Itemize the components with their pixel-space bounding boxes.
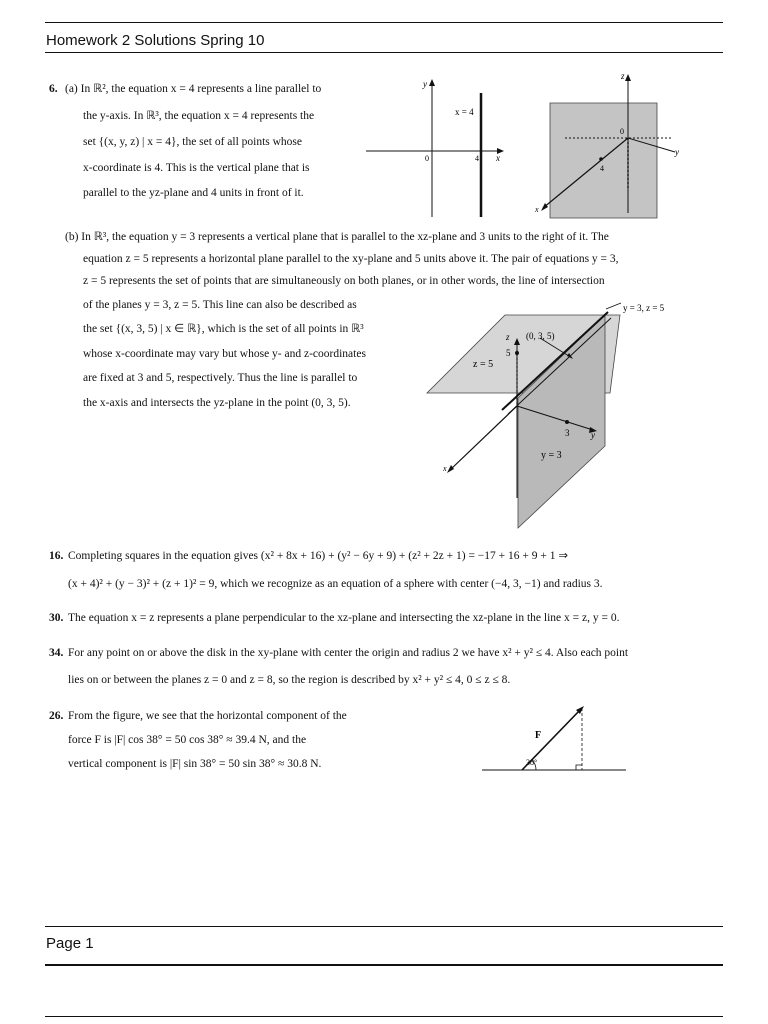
problem-6b-line: equation z = 5 represents a horizontal plane parallel to the xy-plane and 5 units above it. The pair of equations y = 3,: [83, 253, 619, 265]
problem-6b-line: the set {(x, 3, 5) | x ∈ ℝ}, which is the set of all points in ℝ³: [83, 323, 364, 335]
footer-top-rule: [45, 926, 723, 927]
z-axis-label: z: [506, 332, 510, 342]
angle-label: 38°: [526, 758, 538, 767]
z-axis-label: z: [621, 71, 625, 81]
tick-label: 4: [600, 164, 604, 173]
y-axis-label: y: [423, 79, 427, 89]
problem-6a-line: the y-axis. In ℝ³, the equation x = 4 represents the: [83, 110, 315, 122]
problem-6b-line: of the planes y = 3, z = 5. This line can also be described as: [83, 299, 357, 311]
z-tick-label: 5: [506, 348, 511, 358]
problem-6a-line: x-coordinate is 4. This is the vertical plane that is: [83, 162, 310, 174]
plane-y-label: y = 3: [541, 450, 562, 461]
tick-label: 4: [475, 154, 479, 163]
origin-label: 0: [620, 127, 624, 136]
problem-16-line: Completing squares in the equation gives (x² + 8x + 16) + (y² − 6y + 9) + (z² + 2z + 1) = −17 + 16 + 9 + 1 ⇒: [68, 550, 569, 562]
problem-6b-line: whose x-coordinate may vary but whose y- and z-coordinates: [83, 348, 366, 360]
problem-34-line: For any point on or above the disk in the xy-plane with center the origin and radius 2 we have x² + y² ≤ 4. Also each point: [68, 647, 629, 659]
problem-34-number: 34.: [49, 647, 64, 659]
problem-30-number: 30.: [49, 612, 64, 624]
problem-16-number: 16.: [49, 550, 64, 562]
problem-16-line: (x + 4)² + (y − 3)² + (z + 1)² = 9, which we recognize as an equation of a sphere with center (−4, 3, −1) and radius 3.: [68, 578, 603, 590]
problem-6-number: 6.: [49, 83, 58, 95]
x-axis-label: x: [443, 464, 447, 473]
header-rule: [45, 52, 723, 53]
figure-planes-intersection: [405, 298, 695, 533]
problem-26-number: 26.: [49, 710, 64, 722]
problem-26-line: force F is |F| cos 38° = 50 cos 38° ≈ 39.4 N, and the: [68, 734, 307, 746]
problem-6b-line: are fixed at 3 and 5, respectively. Thus the line is parallel to: [83, 372, 358, 384]
problem-30-line: The equation x = z represents a plane perpendicular to the xz-plane and intersecting the xz-plane in the line x = z, y = 0.: [68, 612, 620, 624]
figure-force-components: [480, 702, 630, 777]
top-rule: [45, 22, 723, 23]
bottom-rule: [45, 1016, 723, 1017]
line-label: x = 4: [455, 107, 474, 117]
line-label: y = 3, z = 5: [623, 303, 665, 313]
x-axis-label: x: [535, 205, 539, 214]
y-axis-label: y: [591, 430, 595, 440]
y-axis-label: y: [675, 147, 679, 157]
x-axis-label: x: [496, 153, 500, 163]
problem-6a-line: parallel to the yz-plane and 4 units in front of it.: [83, 187, 304, 199]
page-number: Page 1: [46, 935, 94, 952]
footer-rule: [45, 964, 723, 966]
figure-plane-x4: [535, 70, 695, 220]
problem-6b-line: z = 5 represents the set of points that are simultaneously on both planes, or in other words, the line of intersection: [83, 275, 605, 287]
problem-26-line: From the figure, we see that the horizontal component of the: [68, 710, 347, 722]
problem-6b-line: (b) In ℝ³, the equation y = 3 represents a vertical plane that is parallel to the xz-plane and 3 units to the right of it. The: [65, 231, 609, 243]
figure-line-x4: [360, 75, 520, 220]
problem-6a-line: set {(x, y, z) | x = 4}, the set of all points whose: [83, 136, 303, 148]
problem-6b-line: the x-axis and intersects the yz-plane in the point (0, 3, 5).: [83, 397, 351, 409]
page-title: Homework 2 Solutions Spring 10: [46, 32, 265, 49]
point-label: (0, 3, 5): [526, 331, 555, 341]
problem-6a-line: (a) In ℝ², the equation x = 4 represents a line parallel to: [65, 83, 322, 95]
problem-34-line: lies on or between the planes z = 0 and z = 8, so the region is described by x² + y² ≤ 4, 0 ≤ z ≤ 8.: [68, 674, 511, 686]
plane-z-label: z = 5: [473, 359, 494, 370]
y-tick-label: 3: [565, 428, 570, 438]
origin-label: 0: [425, 154, 429, 163]
force-label: F: [535, 730, 542, 741]
problem-26-line: vertical component is |F| sin 38° = 50 sin 38° ≈ 30.8 N.: [68, 758, 322, 770]
